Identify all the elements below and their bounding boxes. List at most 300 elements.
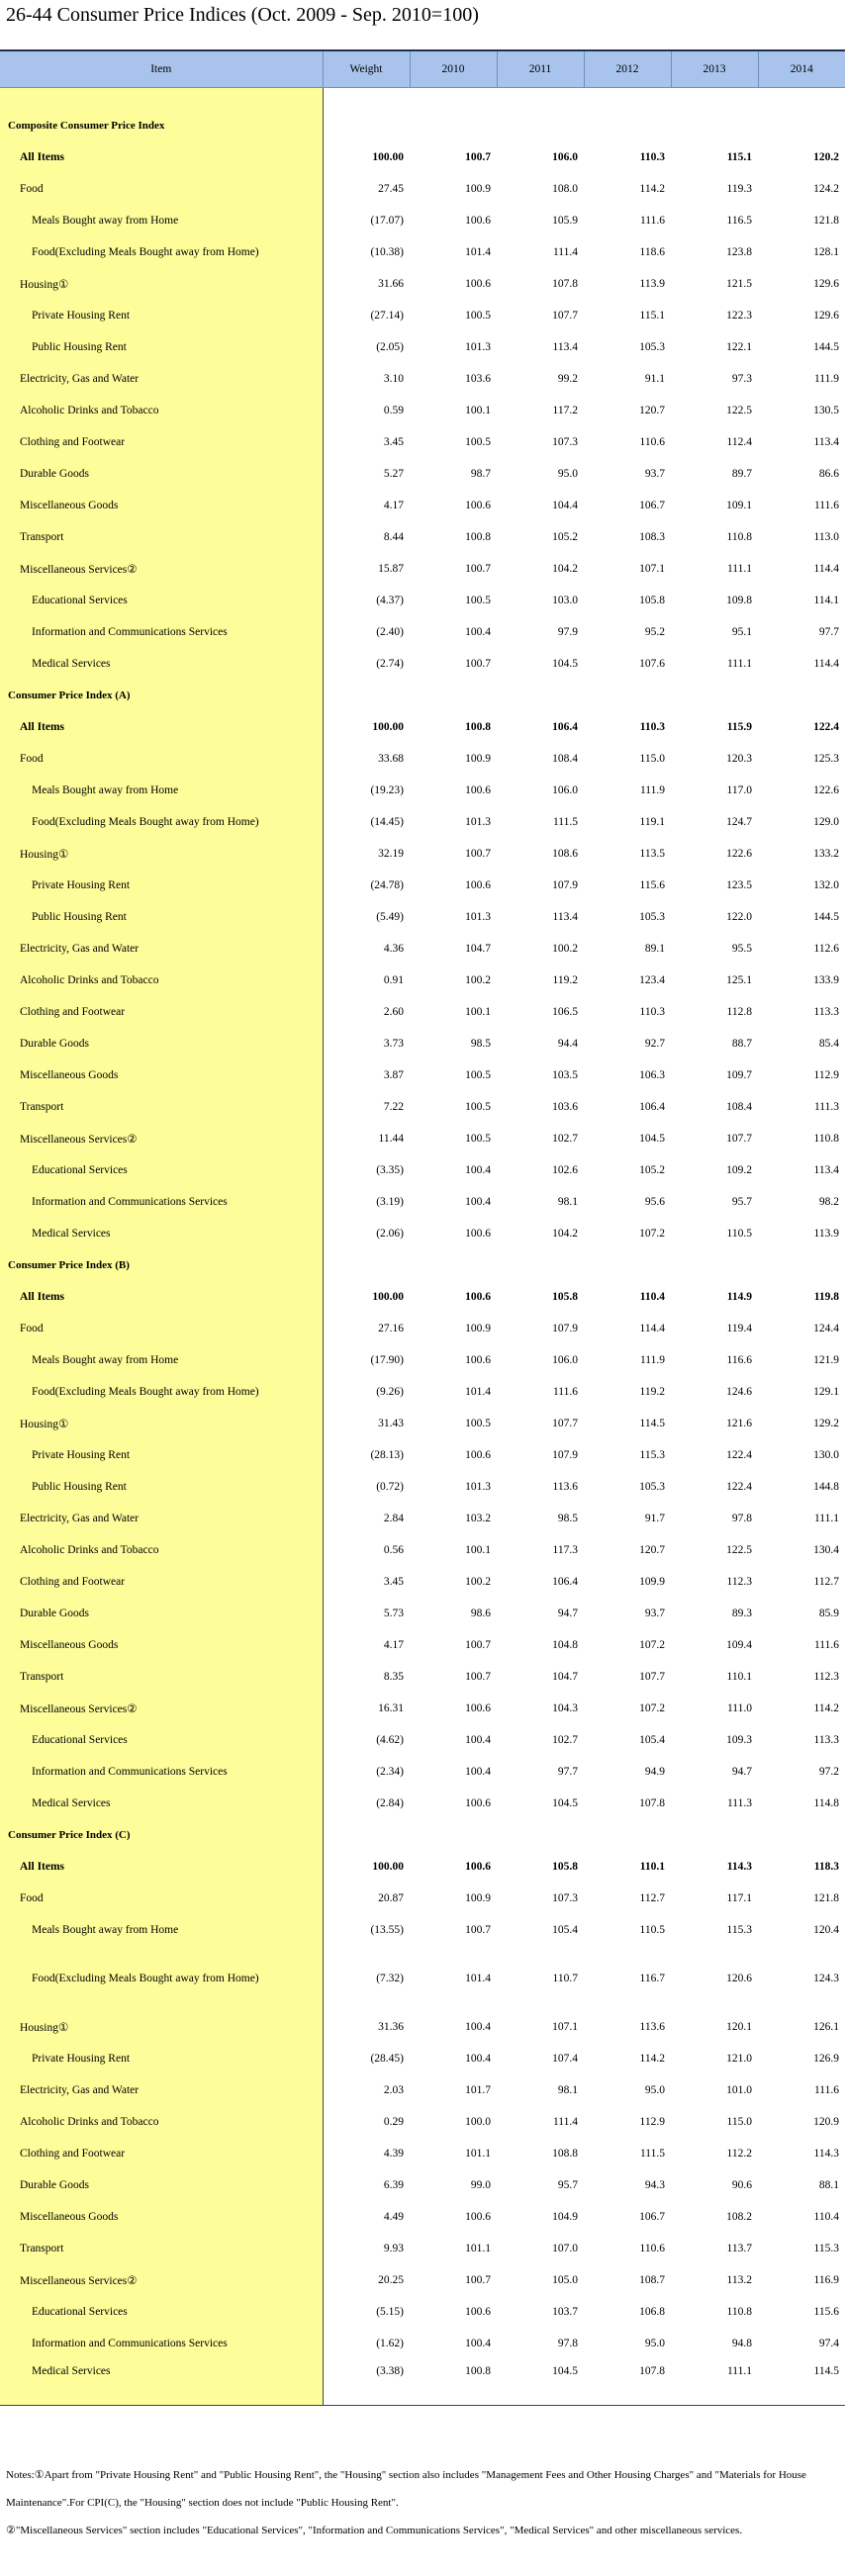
value-2012: 118.6 [639,246,665,258]
value-2012: 123.4 [639,974,665,986]
value-2012: 113.5 [639,848,665,860]
value-2011: 104.9 [552,2211,578,2223]
value-2010: 101.4 [465,246,491,258]
table-row [0,553,845,585]
value-2012: 95.6 [644,1196,665,1208]
table-row [0,458,845,490]
value-2011: 104.8 [552,1639,578,1651]
value-2010: 100.8 [465,531,491,543]
weight-cell: 3.87 [383,1069,404,1081]
value-2013: 122.3 [726,310,752,322]
row-label: All Items [0,141,323,173]
value-2014: 124.3 [813,1973,839,1984]
value-2014: 114.1 [813,595,839,606]
value-2014: 115.6 [813,2306,839,2318]
value-2011: 106.4 [552,1576,578,1588]
value-2010: 100.5 [465,595,491,606]
weight-cell: (14.45) [370,816,404,828]
value-2011: 105.2 [552,531,578,543]
value-2012: 114.4 [639,1323,665,1334]
table-row [0,1218,845,1249]
value-2014: 126.1 [813,2021,839,2033]
value-2010: 100.4 [465,1766,491,1778]
table-row [0,1756,845,1788]
value-2013: 120.3 [726,753,752,765]
table-row [0,1281,845,1313]
value-2010: 100.4 [465,1164,491,1176]
weight-cell: 100.00 [372,151,404,163]
row-label: Miscellaneous Services② [0,1123,323,1154]
row-label: Miscellaneous Goods [0,1629,323,1661]
value-2010: 103.2 [465,1513,491,1524]
value-2011: 108.6 [552,848,578,860]
row-label: Food [0,1313,323,1344]
cpi-table [0,49,845,2406]
value-2014: 119.8 [813,1291,839,1303]
value-2012: 111.9 [639,784,665,796]
table-row [0,1883,845,1914]
weight-cell: 3.10 [383,373,404,385]
row-label: Meals Bought away from Home [0,775,323,806]
row-label: Food(Excluding Meals Bought away from Home) [0,236,323,268]
weight-cell: (2.34) [376,1766,404,1778]
value-2014: 112.7 [813,1576,839,1588]
value-2011: 104.2 [552,1228,578,1240]
row-label: Clothing and Footwear [0,426,323,458]
weight-cell: 4.17 [383,1639,404,1651]
value-2011: 94.4 [557,1038,578,1050]
weight-cell: 100.00 [372,1861,404,1873]
table-row [0,585,845,616]
weight-cell: (10.38) [370,246,404,258]
value-2014: 110.8 [813,1133,839,1145]
weight-cell: 5.27 [383,468,404,480]
value-2011: 117.2 [552,405,578,416]
value-2013: 109.4 [726,1639,752,1651]
table-body [0,88,845,2406]
table-row [0,1566,845,1598]
value-2010: 100.7 [465,658,491,670]
value-2013: 97.3 [731,373,752,385]
row-label: Information and Communications Services [0,616,323,648]
value-2013: 113.7 [726,2243,752,2254]
value-2014: 129.2 [813,1418,839,1429]
value-2011: 103.5 [552,1069,578,1081]
value-2014: 120.4 [813,1924,839,1936]
value-2012: 105.3 [639,341,665,353]
value-2013: 121.0 [726,2053,752,2065]
empty-cell [758,1819,845,1851]
cpi-table-container [0,49,845,2406]
value-2014: 111.6 [813,500,839,511]
value-2014: 124.4 [813,1323,839,1334]
value-2014: 125.3 [813,753,839,765]
value-2014: 111.6 [813,2084,839,2096]
table-row [0,2011,845,2043]
value-2010: 100.5 [465,1133,491,1145]
value-2011: 111.5 [552,816,578,828]
empty-cell [758,680,845,711]
table-row [0,426,845,458]
value-2014: 126.9 [813,2053,839,2065]
value-2012: 110.6 [639,2243,665,2254]
value-2013: 110.8 [726,2306,752,2318]
value-2012: 109.9 [639,1576,665,1588]
value-2013: 115.0 [726,2116,752,2128]
section-heading-row [0,680,845,711]
value-2012: 107.1 [639,563,665,575]
table-row [0,2074,845,2106]
value-2010: 100.6 [465,1449,491,1461]
empty-cell [410,110,497,141]
row-label: Food [0,1883,323,1914]
weight-cell: 0.29 [383,2116,404,2128]
value-2010: 100.2 [465,974,491,986]
table-row [0,1091,845,1123]
value-2010: 101.3 [465,341,491,353]
value-2012: 105.8 [639,595,665,606]
table-row [0,1661,845,1693]
column-header-item: Item [0,50,323,88]
value-2011: 111.6 [552,1386,578,1398]
weight-cell: 9.93 [383,2243,404,2254]
value-2013: 112.4 [726,436,752,448]
value-2011: 95.7 [557,2179,578,2191]
value-2012: 114.5 [639,1418,665,1429]
value-2014: 114.4 [813,563,839,575]
value-2010: 100.6 [465,1228,491,1240]
value-2011: 107.9 [552,879,578,891]
value-2012: 114.2 [639,2053,665,2065]
value-2014: 130.5 [813,405,839,416]
value-2011: 117.3 [552,1544,578,1556]
value-2011: 106.0 [552,151,578,163]
value-2013: 122.4 [726,1449,752,1461]
row-label: Miscellaneous Services② [0,2264,323,2296]
table-row [0,173,845,205]
value-2010: 101.7 [465,2084,491,2096]
value-2011: 104.7 [552,1671,578,1683]
table-notes [6,2461,837,2544]
value-2014: 113.3 [813,1734,839,1746]
value-2012: 111.6 [639,215,665,227]
table-row [0,1598,845,1629]
row-label: Information and Communications Services [0,1186,323,1218]
value-2011: 107.0 [552,2243,578,2254]
row-label: Food(Excluding Meals Bought away from Home) [0,806,323,838]
value-2014: 98.2 [818,1196,839,1208]
value-2010: 101.1 [465,2243,491,2254]
value-2014: 112.3 [813,1671,839,1683]
value-2011: 94.7 [557,1608,578,1619]
empty-cell [671,110,758,141]
value-2013: 109.3 [726,1734,752,1746]
row-label: Housing① [0,838,323,870]
table-row [0,1028,845,1059]
value-2013: 110.8 [726,531,752,543]
empty-cell [497,1819,584,1851]
table-row [0,268,845,300]
value-2011: 107.7 [552,1418,578,1429]
row-label: Durable Goods [0,1598,323,1629]
value-2013: 110.5 [726,1228,752,1240]
value-2011: 107.9 [552,1323,578,1334]
row-label: Transport [0,1661,323,1693]
value-2012: 107.8 [584,2359,671,2406]
value-2013: 107.7 [726,1133,752,1145]
spacer-cell [323,88,410,111]
weight-cell: 15.87 [378,563,404,575]
table-row [0,2138,845,2169]
empty-cell [584,110,671,141]
value-2014: 121.8 [813,1892,839,1904]
value-2011: 97.8 [557,2338,578,2349]
value-2010: 100.5 [465,310,491,322]
table-row [0,1408,845,1439]
value-2010: 100.4 [465,2021,491,2033]
weight-cell: 27.16 [378,1323,404,1334]
value-2012: 105.2 [639,1164,665,1176]
value-2014: 124.2 [813,183,839,195]
value-2010: 100.9 [465,1892,491,1904]
table-row [0,616,845,648]
value-2011: 106.0 [552,784,578,796]
value-2011: 106.5 [552,1006,578,1018]
weight-cell: (13.55) [370,1924,404,1936]
row-label: Meals Bought away from Home [0,205,323,236]
value-2011: 105.4 [552,1924,578,1936]
weight-cell: 8.35 [383,1671,404,1683]
value-2013: 97.8 [731,1513,752,1524]
value-2013: 88.7 [731,1038,752,1050]
weight-cell: (28.13) [370,1449,404,1461]
value-2012: 107.6 [639,658,665,670]
weight-cell: (2.84) [376,1797,404,1809]
spacer-cell [758,88,845,111]
value-2011: 98.1 [557,2084,578,2096]
value-2010: 101.3 [465,911,491,923]
note-2: ②"Miscellaneous Services" section includes "Educational Services", "Information and Communications Services", "Medical Services" and other miscellaneous services. [6,2525,743,2536]
value-2010: 100.5 [465,1069,491,1081]
table-row [0,236,845,268]
value-2012: 114.2 [639,183,665,195]
value-2010: 100.7 [465,1671,491,1683]
weight-cell: (5.49) [376,911,404,923]
value-2013: 111.1 [671,2359,758,2406]
value-2012: 107.2 [639,1639,665,1651]
row-label: Private Housing Rent [0,870,323,901]
row-label: Transport [0,1091,323,1123]
value-2014: 110.4 [813,2211,839,2223]
value-2014: 120.2 [813,151,839,163]
value-2013: 116.6 [726,1354,752,1366]
value-2010: 100.4 [465,2338,491,2349]
row-label: Clothing and Footwear [0,1566,323,1598]
weight-cell: 3.73 [383,1038,404,1050]
value-2010: 100.6 [465,2306,491,2318]
weight-cell: 20.25 [378,2274,404,2286]
empty-cell [497,680,584,711]
value-2011: 107.3 [552,1892,578,1904]
value-2010: 100.4 [465,626,491,638]
value-2010: 100.9 [465,753,491,765]
value-2012: 105.3 [639,1481,665,1493]
value-2012: 106.7 [639,500,665,511]
empty-cell [671,680,758,711]
value-2014: 112.6 [813,943,839,955]
value-2012: 108.7 [639,2274,665,2286]
value-2014: 129.6 [813,278,839,290]
table-row [0,1503,845,1534]
table-row [0,2264,845,2296]
value-2012: 115.6 [639,879,665,891]
weight-cell: (4.62) [376,1734,404,1746]
row-label: Public Housing Rent [0,901,323,933]
empty-cell [323,680,410,711]
value-2014: 112.9 [813,1069,839,1081]
value-2014: 114.4 [813,658,839,670]
value-2010: 100.6 [465,1291,491,1303]
value-2011: 105.8 [552,1291,578,1303]
weight-cell: 0.59 [383,405,404,416]
weight-cell: 4.49 [383,2211,404,2223]
empty-cell [323,1249,410,1281]
row-label: Clothing and Footwear [0,996,323,1028]
weight-cell: 11.44 [378,1133,404,1145]
value-2013: 122.5 [726,405,752,416]
value-2014: 118.3 [813,1861,839,1873]
value-2011: 104.5 [552,658,578,670]
value-2012: 110.3 [639,721,665,733]
value-2011: 106.0 [552,1354,578,1366]
value-2013: 115.9 [726,721,752,733]
row-label: Durable Goods [0,458,323,490]
row-label: Information and Communications Services [0,2328,323,2359]
weight-cell: 100.00 [372,721,404,733]
table-row [0,1534,845,1566]
value-2013: 111.1 [726,563,752,575]
value-2013: 123.5 [726,879,752,891]
value-2013: 121.5 [726,278,752,290]
value-2012: 113.6 [639,2021,665,2033]
value-2012: 93.7 [644,468,665,480]
row-label: Electricity, Gas and Water [0,363,323,395]
value-2012: 119.1 [639,816,665,828]
value-2010: 100.2 [465,1576,491,1588]
value-2013: 89.7 [731,468,752,480]
value-2010: 103.6 [465,373,491,385]
row-label: Educational Services [0,1154,323,1186]
value-2010: 100.6 [465,1354,491,1366]
value-2010: 100.7 [465,151,491,163]
value-2011: 111.4 [552,246,578,258]
row-label: Medical Services [0,2359,323,2406]
weight-cell: 0.91 [383,974,404,986]
column-header-2014: 2014 [758,50,845,88]
value-2012: 107.8 [639,1797,665,1809]
value-2014: 129.0 [813,816,839,828]
value-2012: 105.3 [639,911,665,923]
value-2013: 89.3 [731,1608,752,1619]
value-2013: 120.6 [726,1973,752,1984]
value-2010: 101.1 [465,2148,491,2160]
value-2012: 107.7 [639,1671,665,1683]
table-row [0,1851,845,1883]
value-2013: 124.6 [726,1386,752,1398]
weight-cell: (9.26) [376,1386,404,1398]
row-label: Miscellaneous Goods [0,2201,323,2233]
empty-cell [584,1819,671,1851]
row-label: Information and Communications Services [0,1756,323,1788]
note-1: Notes:①Apart from "Private Housing Rent" and "Public Housing Rent", the "Housing" section also includes "Management Fees and Other Housing Charges" and "Materials for House Maintenance".For CPI(C), the "Housing" section does not include "Public Housing Rent". [6,2469,806,2509]
value-2011: 102.7 [552,1133,578,1145]
table-row [0,1693,845,1724]
row-label: Miscellaneous Services② [0,1693,323,1724]
table-row [0,1059,845,1091]
value-2011: 119.2 [552,974,578,986]
weight-cell: (27.14) [370,310,404,322]
empty-cell [497,110,584,141]
weight-cell: (2.05) [376,341,404,353]
value-2013: 122.4 [726,1481,752,1493]
weight-cell: 2.84 [383,1513,404,1524]
value-2012: 91.7 [644,1513,665,1524]
weight-cell: (2.40) [376,626,404,638]
value-2011: 104.5 [552,1797,578,1809]
value-2010: 100.6 [465,879,491,891]
spacer-row [0,88,845,111]
weight-cell: 31.43 [378,1418,404,1429]
value-2012: 105.4 [639,1734,665,1746]
value-2012: 108.3 [639,531,665,543]
value-2010: 100.0 [465,2116,491,2128]
weight-cell: (0.72) [376,1481,404,1493]
spacer-cell [0,88,323,111]
value-2011: 104.5 [497,2359,584,2406]
weight-cell: 33.68 [378,753,404,765]
weight-cell: 2.03 [383,2084,404,2096]
value-2014: 122.4 [813,721,839,733]
weight-cell: 32.19 [378,848,404,860]
value-2013: 115.3 [726,1924,752,1936]
weight-cell: 31.66 [378,278,404,290]
value-2013: 123.8 [726,246,752,258]
value-2014: 97.2 [818,1766,839,1778]
row-label: Miscellaneous Goods [0,490,323,521]
section-heading-row [0,110,845,141]
value-2014: 144.8 [813,1481,839,1493]
table-row [0,205,845,236]
row-label: Housing① [0,2011,323,2043]
table-row [0,1629,845,1661]
value-2010: 100.1 [465,1544,491,1556]
value-2014: 114.8 [813,1797,839,1809]
table-row [0,1946,845,2011]
empty-cell [671,1249,758,1281]
value-2013: 121.6 [726,1418,752,1429]
row-label: Electricity, Gas and Water [0,1503,323,1534]
value-2012: 95.2 [644,626,665,638]
value-2013: 108.2 [726,2211,752,2223]
value-2011: 106.4 [552,721,578,733]
value-2012: 92.7 [644,1038,665,1050]
value-2013: 122.6 [726,848,752,860]
weight-cell: (28.45) [370,2053,404,2065]
row-label: All Items [0,1281,323,1313]
section-heading: Consumer Price Index (C) [0,1819,323,1851]
value-2012: 110.3 [639,151,665,163]
row-label: Transport [0,521,323,553]
